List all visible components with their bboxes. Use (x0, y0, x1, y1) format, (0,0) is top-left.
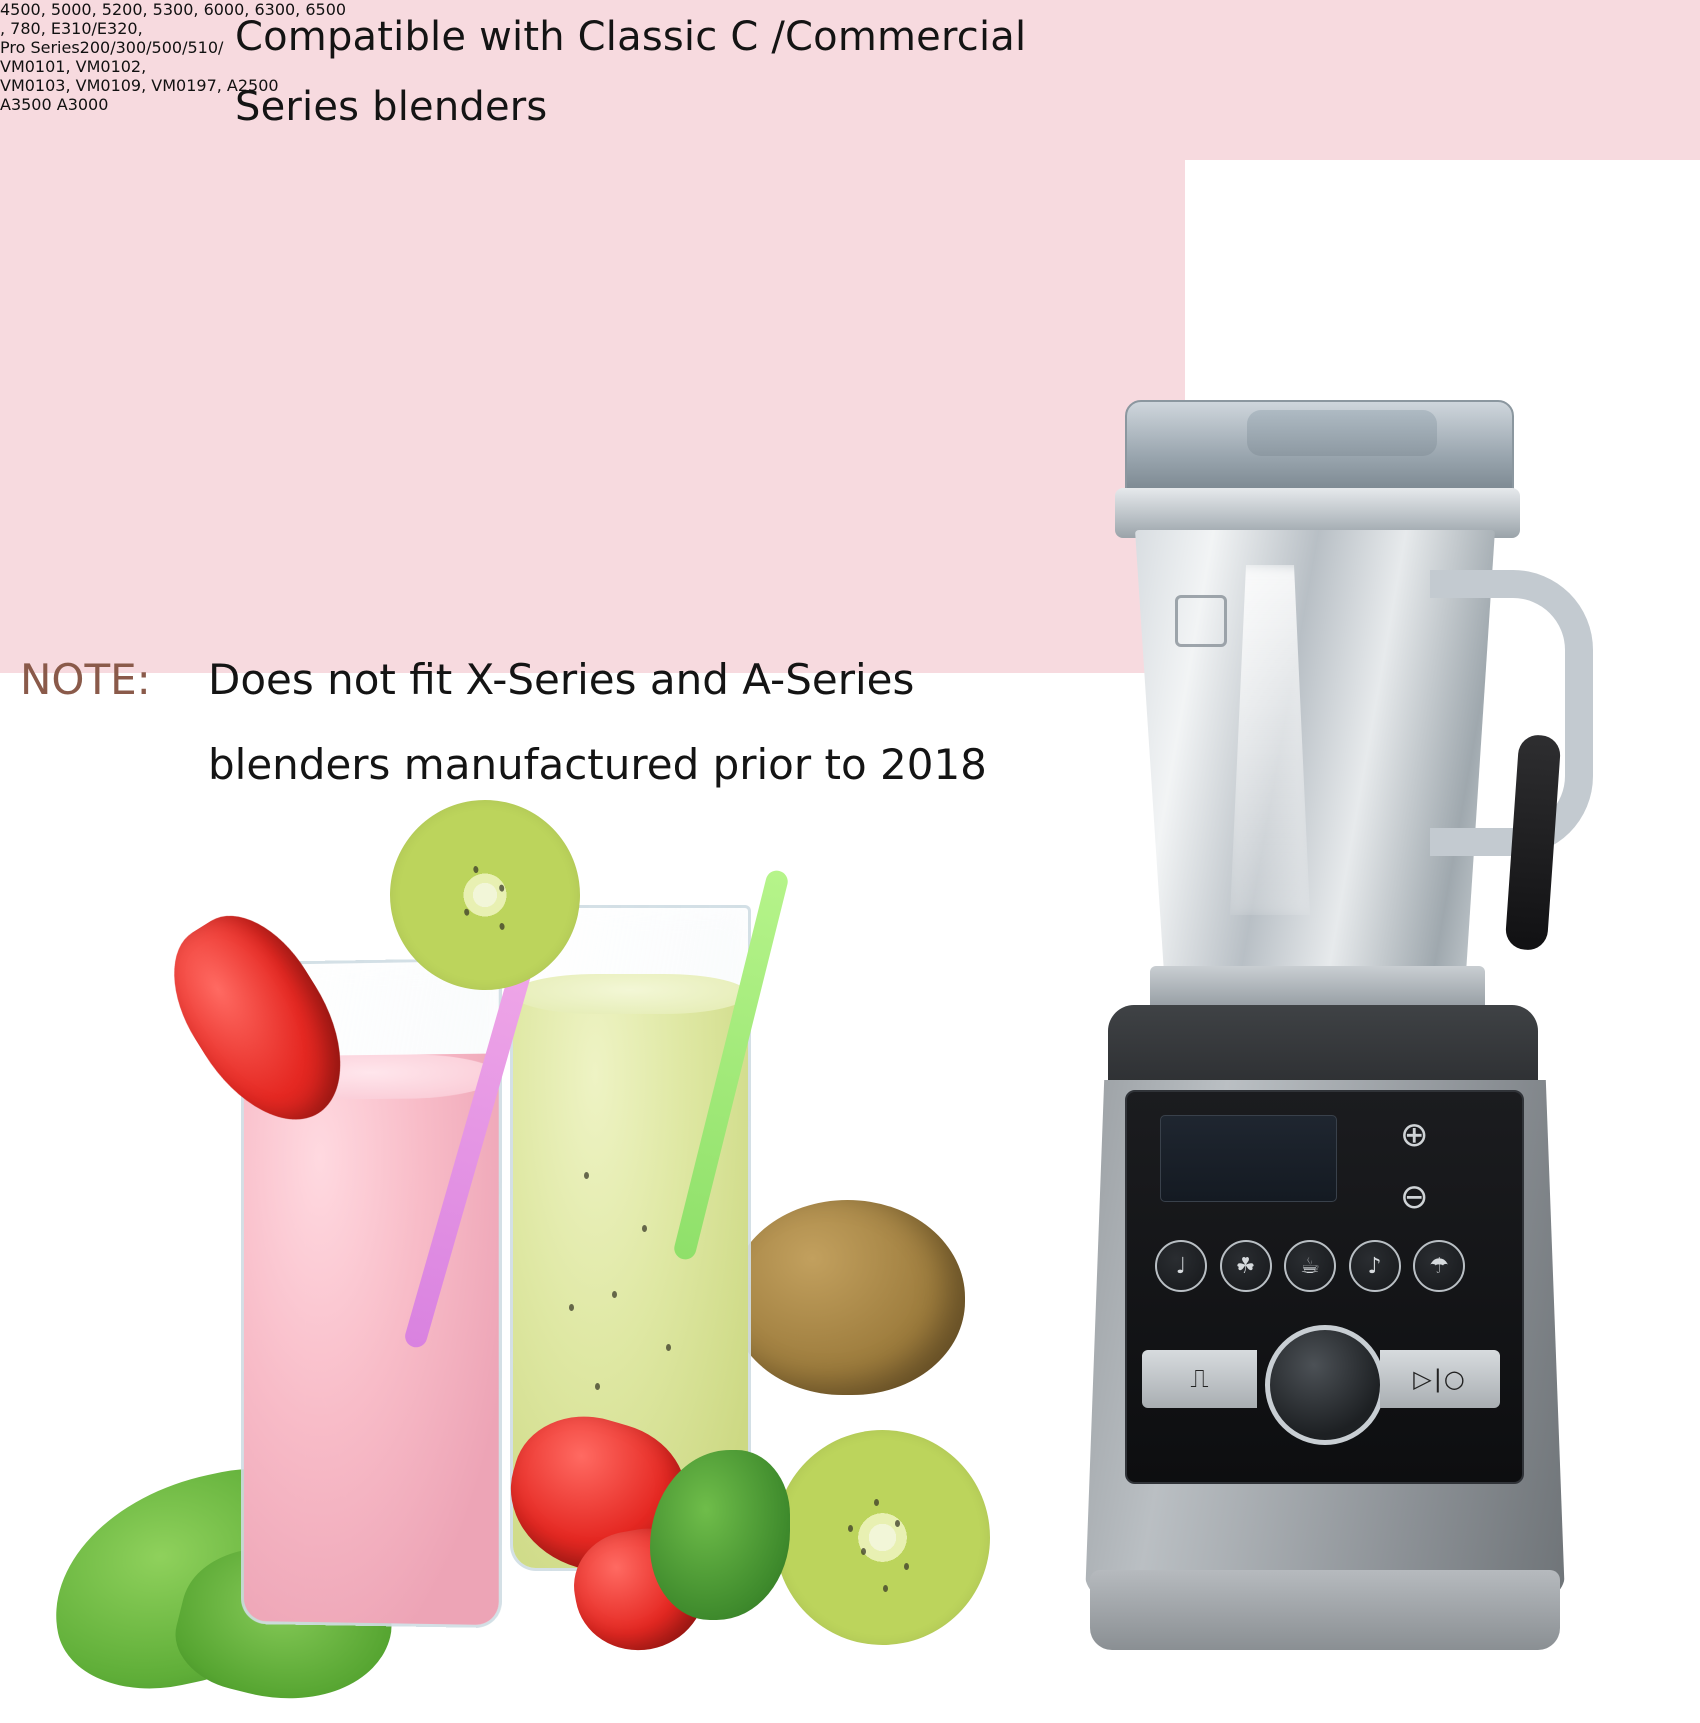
jar-lid (1125, 400, 1514, 499)
model-line-3: Pro Series200/300/500/510/ (0, 38, 224, 57)
base-foot (1090, 1570, 1560, 1650)
blender-photo (1080, 380, 1640, 1670)
jar-lid-plug (1247, 410, 1437, 456)
program-button-row (1155, 1240, 1465, 1292)
smoothie-photo (30, 790, 1030, 1680)
program-button-frozen[interactable]: ☘ (1220, 1240, 1272, 1292)
speed-dial[interactable] (1265, 1325, 1385, 1445)
model-line-2: , 780, E310/E320, (0, 19, 143, 38)
plus-icon[interactable]: ⊕ (1400, 1115, 1429, 1155)
hot-surface-warning-icon (1175, 595, 1227, 647)
note-line-1: Does not fit X-Series and A-Series (208, 655, 915, 704)
jar-handle (1430, 570, 1593, 856)
program-button-spread[interactable]: ♪ (1349, 1240, 1401, 1292)
pulse-button[interactable]: ⎍ (1142, 1350, 1257, 1408)
model-line-1: 4500, 5000, 5200, 5300, 6000, 6300, 6500 (0, 0, 347, 19)
model-line-6: A3500 A3000 (0, 95, 109, 114)
panel-display (1160, 1115, 1337, 1202)
minus-icon[interactable]: ⊖ (1400, 1177, 1429, 1217)
kiwi-slice-bottom (775, 1430, 990, 1645)
whole-kiwi (730, 1200, 965, 1395)
compatibility-line-1: Compatible with Classic C /Commercial (235, 14, 1027, 60)
model-line-4: VM0101, VM0102, (0, 57, 147, 76)
compatibility-line-2: Series blenders (235, 84, 548, 130)
start-stop-button[interactable]: ▷|○ (1380, 1350, 1500, 1408)
program-button-smoothie[interactable]: ♩ (1155, 1240, 1207, 1292)
model-line-5: VM0103, VM0109, VM0197, A2500 (0, 76, 279, 95)
program-button-soup[interactable]: ☕ (1284, 1240, 1336, 1292)
program-button-clean[interactable]: ☂ (1413, 1240, 1465, 1292)
model-list-banner (0, 160, 1185, 673)
note-label: NOTE: (20, 655, 151, 704)
note-line-2: blenders manufactured prior to 2018 (208, 740, 987, 789)
